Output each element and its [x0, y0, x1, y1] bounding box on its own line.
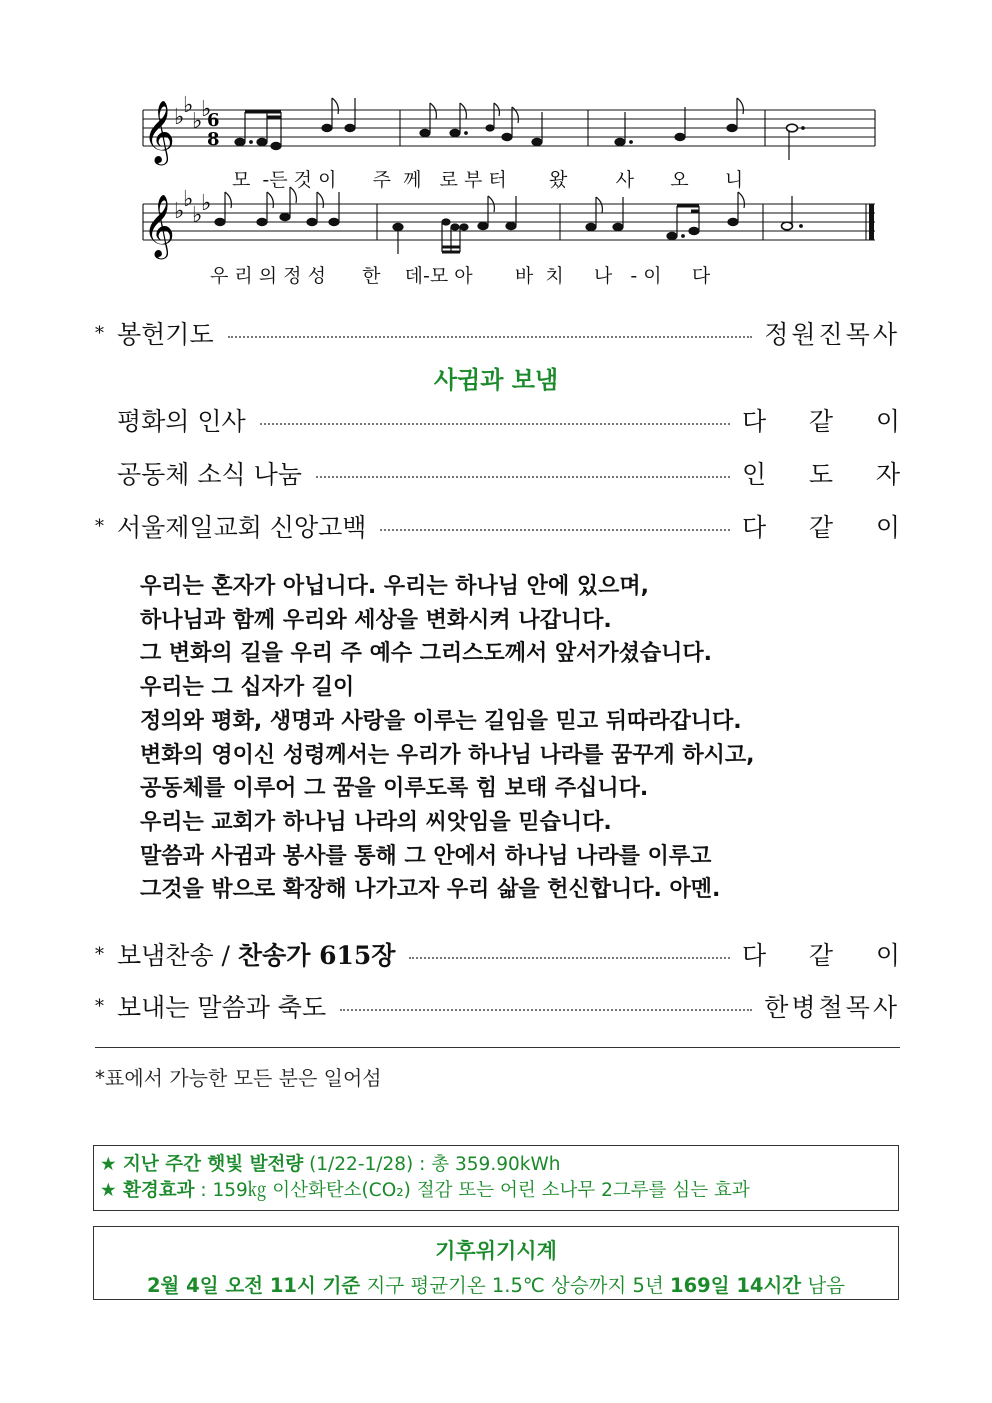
- standing-mark: *: [95, 995, 104, 1017]
- hymn-lyrics-line-2: 우 리 의 정 성 한 데-모 아 바 치 나 - 이 다: [210, 265, 711, 287]
- confession-of-faith-text: [140, 570, 755, 907]
- divider: [95, 1047, 900, 1048]
- svg-text:♭: ♭: [192, 203, 203, 228]
- creed-line: 정의와 평화, 생명과 사랑을 이루는 길임을 믿고 뒤따라갑니다.: [140, 708, 742, 734]
- order-row-confession-of-faith: [95, 506, 900, 546]
- svg-text:♭: ♭: [201, 191, 212, 216]
- svg-text:♭: ♭: [201, 97, 212, 122]
- hymn-score: [0, 0, 992, 300]
- order-row-peace-greeting: [95, 400, 900, 440]
- order-leader: 다 같 이: [742, 941, 900, 970]
- hymn-lyrics-line-1: 모 -든 것 이 주 께 로 부 터 왔 사 오 니: [232, 169, 744, 191]
- order-label: 서울제일교회 신앙고백: [117, 513, 367, 542]
- standing-mark: *: [95, 515, 104, 537]
- standing-mark: *: [95, 322, 104, 344]
- creed-line: 우리는 혼자가 아닙니다. 우리는 하나님 안에 있으며,: [140, 574, 649, 599]
- treble-clef-icon: 𝄞: [143, 194, 175, 257]
- order-leader: 정원진목사: [764, 320, 900, 349]
- order-label: 보내는 말씀과 축도: [117, 993, 327, 1022]
- dot-leader: [380, 529, 730, 531]
- standing-mark: *: [95, 943, 104, 965]
- dot-leader: [340, 1009, 752, 1011]
- dot-leader: [260, 423, 730, 425]
- order-leader: 다 같 이: [742, 407, 900, 436]
- svg-text:♭: ♭: [174, 199, 185, 224]
- solar-line-2: ★ 환경효과 : 159㎏ 이산화탄소(CO₂) 절감 또는 어린 소나무 2그루를 심는 효과: [100, 1180, 750, 1201]
- order-row-community-news: [95, 453, 900, 493]
- creed-line: 그 변화의 길을 우리 주 예수 그리스도께서 앞서가셨습니다.: [140, 641, 713, 667]
- order-row-benediction: [95, 986, 900, 1026]
- order-label: 평화의 인사: [117, 407, 246, 436]
- dot-leader: [228, 336, 753, 338]
- creed-line: 말씀과 사귐과 봉사를 통해 그 안에서 하나님 나라를 이루고: [140, 843, 712, 869]
- creed-line: 우리는 교회가 하나님 나라의 씨앗임을 믿습니다.: [140, 809, 612, 835]
- hymn-number: 찬송가 615장: [237, 941, 396, 970]
- order-leader: 인 도 자: [742, 460, 900, 489]
- creed-line: 공동체를 이루어 그 꿈을 이루도록 힘 보태 주십니다.: [140, 776, 649, 802]
- order-label: 봉헌기도: [117, 320, 214, 349]
- section-title: 사귐과 보냄: [433, 366, 559, 394]
- svg-text:♭: ♭: [174, 105, 185, 130]
- creed-line: 변화의 영이신 성령께서는 우리가 하나님 나라를 꿈꾸게 하시고,: [140, 742, 755, 768]
- dot-leader: [409, 957, 730, 959]
- treble-clef-icon: 𝄞: [143, 100, 175, 163]
- order-row-closing-hymn: [95, 934, 900, 974]
- time-signature-top: 6: [207, 110, 220, 131]
- order-label: 공동체 소식 나눔: [117, 460, 302, 489]
- standing-note: *표에서 가능한 모든 분은 일어섬: [95, 1066, 382, 1090]
- svg-text:♭: ♭: [183, 93, 194, 118]
- solar-power-box: [93, 1145, 899, 1211]
- order-leader: 다 같 이: [742, 513, 900, 542]
- svg-text:♭: ♭: [183, 187, 194, 212]
- order-label: 보냄찬송 / 찬송가 615장: [117, 941, 396, 970]
- solar-line-1: ★ 지난 주간 햇빛 발전량 (1/22-1/28) : 총 359.90kWh: [100, 1154, 561, 1175]
- creed-line: 그것을 밖으로 확장해 나가고자 우리 삶을 헌신합니다. 아멘.: [140, 877, 721, 903]
- creed-line: 우리는 그 십자가 길이: [140, 675, 355, 701]
- creed-line: 하나님과 함께 우리와 세상을 변화시켜 나갑니다.: [140, 607, 612, 633]
- order-row-offering-prayer: [95, 313, 900, 353]
- dot-leader: [316, 476, 730, 478]
- climate-clock-box: [93, 1226, 899, 1300]
- climate-clock-title: 기후위기시계: [435, 1239, 557, 1263]
- time-signature-bottom: 8: [207, 129, 220, 150]
- order-leader: 한병철목사: [764, 993, 900, 1022]
- climate-clock-line: 2월 4일 오전 11시 기준 지구 평균기온 1.5℃ 상승까지 5년 169일 14시간 남음: [146, 1274, 846, 1297]
- svg-text:♭: ♭: [192, 109, 203, 134]
